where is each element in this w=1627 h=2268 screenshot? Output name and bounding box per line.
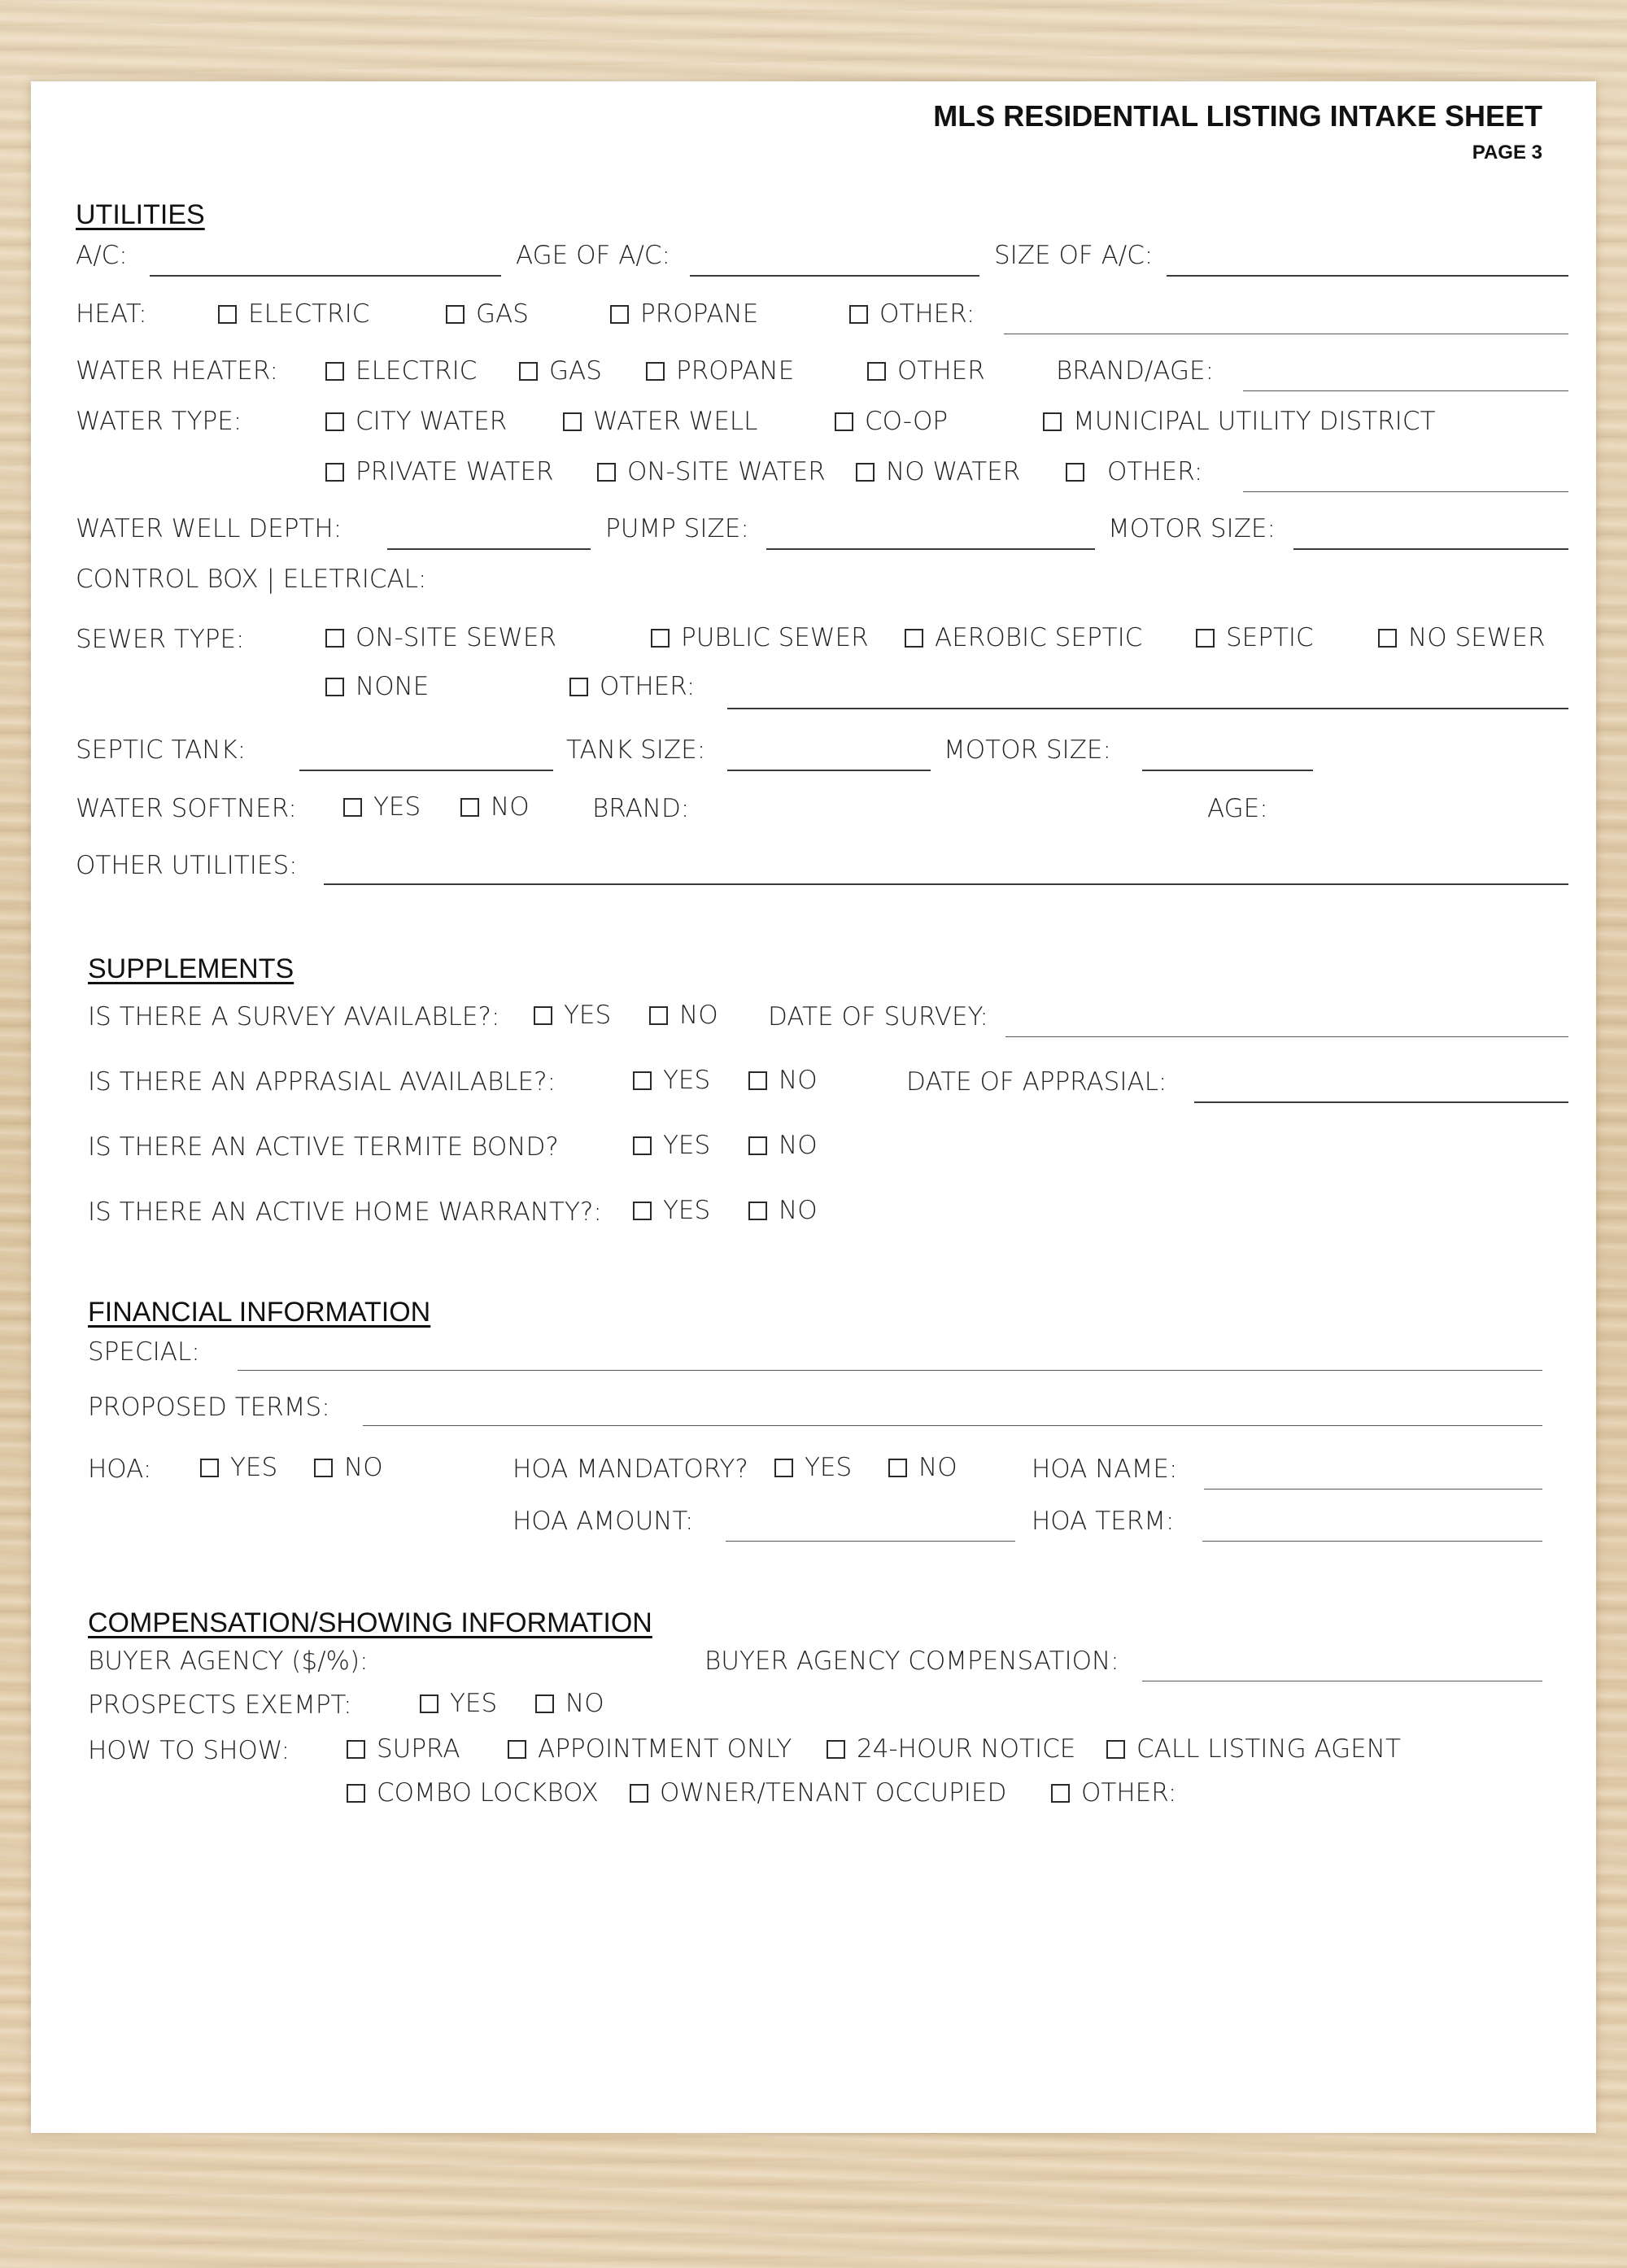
checkbox[interactable] — [1043, 412, 1062, 431]
appraisal-date-label: DATE OF APPRASIAL: — [906, 1067, 1167, 1097]
tank-size-field[interactable] — [727, 770, 931, 771]
pump-size-field[interactable] — [766, 548, 1095, 550]
softener-age-label: AGE: — [1207, 794, 1268, 823]
buyer-compensation-label: BUYER AGENCY COMPENSATION: — [704, 1646, 1119, 1676]
heat-option-gas[interactable]: GAS — [446, 298, 529, 330]
sewer-other-field[interactable] — [727, 708, 1568, 709]
water-type-option-on-site-water[interactable]: ON-SITE WATER — [597, 456, 826, 488]
checkbox[interactable] — [905, 629, 923, 648]
checkbox[interactable] — [325, 678, 344, 696]
sewer-option-on-site-sewer[interactable]: ON-SITE SEWER — [325, 622, 556, 654]
checkbox[interactable] — [534, 1006, 552, 1025]
checkbox[interactable] — [1196, 629, 1215, 648]
buyer-agency-label: BUYER AGENCY ($/%): — [88, 1646, 369, 1676]
checkbox[interactable] — [633, 1202, 652, 1220]
checkbox[interactable] — [646, 362, 665, 381]
softener-yes[interactable]: YES — [343, 791, 421, 823]
checkbox[interactable] — [748, 1071, 767, 1090]
sewer-option-no-sewer[interactable]: NO SEWER — [1378, 622, 1546, 654]
checkbox[interactable] — [519, 362, 538, 381]
motor-size-label: MOTOR SIZE: — [1108, 514, 1276, 543]
brand-age-label: BRAND/AGE: — [1056, 356, 1215, 386]
warranty-question: IS THERE AN ACTIVE HOME WARRANTY?: — [88, 1197, 602, 1227]
special-label: SPECIAL: — [88, 1337, 200, 1367]
show-option-owner-tenant-occupied[interactable]: OWNER/TENANT OCCUPIED — [630, 1777, 1006, 1809]
warranty-no[interactable]: NO — [748, 1194, 818, 1227]
form-sheet — [31, 81, 1596, 2133]
septic-motor-size-field[interactable] — [1142, 770, 1313, 771]
supplements-heading: SUPPLEMENTS — [88, 953, 294, 984]
checkbox[interactable] — [748, 1136, 767, 1155]
how-to-show-label: HOW TO SHOW: — [88, 1736, 290, 1765]
hoa-term-field[interactable] — [1202, 1541, 1542, 1542]
form-title: MLS RESIDENTIAL LISTING INTAKE SHEET — [933, 99, 1542, 133]
brand-age-field[interactable] — [1243, 390, 1568, 391]
pump-size-label: PUMP SIZE: — [605, 514, 749, 543]
hoa-label: HOA: — [88, 1455, 152, 1484]
sewer-option-aerobic-septic[interactable]: AEROBIC SEPTIC — [905, 622, 1142, 654]
hoa-no[interactable]: NO — [314, 1451, 383, 1484]
survey-yes[interactable]: YES — [534, 999, 611, 1032]
checkbox[interactable] — [446, 305, 465, 324]
termite-question: IS THERE AN ACTIVE TERMITE BOND? — [88, 1132, 559, 1162]
ac-label: A/C: — [76, 241, 128, 270]
water-type-option-city-water[interactable]: CITY WATER — [325, 405, 507, 438]
show-option-appointment-only[interactable]: APPOINTMENT ONLY — [508, 1733, 792, 1765]
water-type-option-mud[interactable]: MUNICIPAL UTILITY DISTRICT — [1043, 405, 1435, 438]
septic-motor-size-label: MOTOR SIZE: — [944, 735, 1111, 765]
heat-option-other[interactable]: OTHER: — [849, 298, 975, 330]
proposed-terms-label: PROPOSED TERMS: — [88, 1393, 330, 1422]
checkbox[interactable] — [218, 305, 237, 324]
sewer-type-label: SEWER TYPE: — [76, 625, 245, 654]
checkbox[interactable] — [651, 629, 670, 648]
hoa-term-label: HOA TERM: — [1032, 1507, 1175, 1536]
checkbox[interactable] — [649, 1006, 668, 1025]
hoa-amount-field[interactable] — [726, 1541, 1015, 1542]
heat-label: HEAT: — [76, 299, 147, 329]
checkbox[interactable] — [343, 798, 362, 817]
sewer-option-other[interactable]: OTHER: — [569, 670, 695, 703]
checkbox[interactable] — [563, 412, 582, 431]
survey-no[interactable]: NO — [649, 999, 718, 1032]
softener-brand-label: BRAND: — [592, 794, 690, 823]
appraisal-question: IS THERE AN APPRASIAL AVAILABLE?: — [88, 1067, 556, 1097]
heat-option-electric[interactable]: ELECTRIC — [218, 298, 369, 330]
utilities-heading: UTILITIES — [76, 199, 205, 230]
water-type-option-no-water[interactable]: NO WATER — [856, 456, 1020, 488]
size-ac-field[interactable] — [1167, 275, 1568, 277]
water-type-option-other[interactable]: OTHER: — [1066, 456, 1202, 488]
checkbox[interactable] — [849, 305, 868, 324]
checkbox[interactable] — [1066, 463, 1084, 482]
water-heater-option-other[interactable]: OTHER — [867, 355, 985, 387]
checkbox[interactable] — [200, 1459, 219, 1477]
hoa-yes[interactable]: YES — [200, 1451, 277, 1484]
checkbox[interactable] — [325, 629, 344, 648]
checkbox[interactable] — [569, 678, 588, 696]
checkbox[interactable] — [748, 1202, 767, 1220]
checkbox[interactable] — [610, 305, 629, 324]
well-depth-field[interactable] — [387, 548, 591, 550]
softener-no[interactable]: NO — [460, 791, 530, 823]
checkbox[interactable] — [1378, 629, 1397, 648]
hoa-mandatory-label: HOA MANDATORY? — [513, 1455, 748, 1484]
special-field[interactable] — [238, 1370, 1542, 1371]
survey-date-label: DATE OF SURVEY: — [768, 1002, 988, 1032]
appraisal-date-field[interactable] — [1194, 1101, 1568, 1103]
other-utilities-field[interactable] — [324, 883, 1568, 885]
show-option-call-listing-agent[interactable]: CALL LISTING AGENT — [1106, 1733, 1401, 1765]
water-type-label: WATER TYPE: — [76, 407, 242, 436]
appraisal-no[interactable]: NO — [748, 1064, 818, 1097]
size-ac-label: SIZE OF A/C: — [994, 241, 1154, 270]
sewer-option-none[interactable]: NONE — [325, 670, 429, 703]
water-type-option-private-water[interactable]: PRIVATE WATER — [325, 456, 554, 488]
sewer-option-public-sewer[interactable]: PUBLIC SEWER — [651, 622, 869, 654]
checkbox[interactable] — [774, 1459, 793, 1477]
warranty-yes[interactable]: YES — [633, 1194, 710, 1227]
page-number: PAGE 3 — [1472, 142, 1542, 164]
checkbox[interactable] — [1106, 1740, 1125, 1759]
ac-field[interactable] — [150, 275, 501, 277]
checkbox[interactable] — [347, 1740, 365, 1759]
water-heater-option-gas[interactable]: GAS — [519, 355, 602, 387]
survey-date-field[interactable] — [1005, 1036, 1568, 1037]
checkbox[interactable] — [347, 1784, 365, 1803]
checkbox[interactable] — [827, 1740, 845, 1759]
age-ac-label: AGE OF A/C: — [516, 241, 670, 270]
exempt-no[interactable]: NO — [535, 1687, 604, 1720]
checkbox[interactable] — [835, 412, 853, 431]
termite-yes[interactable]: YES — [633, 1129, 710, 1162]
water-heater-option-propane[interactable]: PROPANE — [646, 355, 794, 387]
survey-question: IS THERE A SURVEY AVAILABLE?: — [88, 1002, 500, 1032]
checkbox[interactable] — [420, 1694, 438, 1713]
show-option-24-hour-notice[interactable]: 24-HOUR NOTICE — [827, 1733, 1075, 1765]
termite-no[interactable]: NO — [748, 1129, 818, 1162]
exempt-yes[interactable]: YES — [420, 1687, 497, 1720]
hoa-mandatory-no[interactable]: NO — [888, 1451, 957, 1484]
financial-heading: FINANCIAL INFORMATION — [88, 1297, 431, 1328]
hoa-mandatory-yes[interactable]: YES — [774, 1451, 852, 1484]
show-option-combo-lockbox[interactable]: COMBO LOCKBOX — [347, 1777, 599, 1809]
other-utilities-label: OTHER UTILITIES: — [76, 851, 298, 880]
checkbox[interactable] — [535, 1694, 554, 1713]
checkbox[interactable] — [867, 362, 886, 381]
checkbox[interactable] — [325, 463, 344, 482]
show-option-supra[interactable]: SUPRA — [347, 1733, 460, 1765]
checkbox[interactable] — [1051, 1784, 1070, 1803]
motor-size-field[interactable] — [1293, 548, 1568, 550]
checkbox[interactable] — [325, 362, 344, 381]
checkbox[interactable] — [633, 1136, 652, 1155]
water-type-option-water-well[interactable]: WATER WELL — [563, 405, 757, 438]
checkbox[interactable] — [314, 1459, 333, 1477]
hoa-amount-label: HOA AMOUNT: — [513, 1507, 694, 1536]
control-box-label: CONTROL BOX | ELETRICAL: — [76, 565, 427, 594]
checkbox[interactable] — [630, 1784, 648, 1803]
checkbox[interactable] — [856, 463, 875, 482]
water-type-option-co-op[interactable]: CO-OP — [835, 405, 948, 438]
checkbox[interactable] — [325, 412, 344, 431]
sewer-option-septic[interactable]: SEPTIC — [1196, 622, 1314, 654]
age-ac-field[interactable] — [690, 275, 979, 277]
water-heater-option-electric[interactable]: ELECTRIC — [325, 355, 477, 387]
septic-tank-label: SEPTIC TANK: — [76, 735, 246, 765]
checkbox[interactable] — [633, 1071, 652, 1090]
water-heater-label: WATER HEATER: — [76, 356, 278, 386]
water-softener-label: WATER SOFTNER: — [76, 794, 297, 823]
checkbox[interactable] — [508, 1740, 526, 1759]
checkbox[interactable] — [460, 798, 479, 817]
septic-tank-field[interactable] — [299, 770, 553, 771]
checkbox[interactable] — [597, 463, 616, 482]
appraisal-yes[interactable]: YES — [633, 1064, 710, 1097]
checkbox[interactable] — [888, 1459, 907, 1477]
proposed-terms-field[interactable] — [363, 1425, 1542, 1426]
heat-option-propane[interactable]: PROPANE — [610, 298, 758, 330]
well-depth-label: WATER WELL DEPTH: — [76, 514, 342, 543]
prospects-exempt-label: PROSPECTS EXEMPT: — [88, 1690, 352, 1720]
hoa-name-label: HOA NAME: — [1032, 1455, 1178, 1484]
water-type-other-field[interactable] — [1243, 491, 1568, 492]
tank-size-label: TANK SIZE: — [566, 735, 706, 765]
show-option-other[interactable]: OTHER: — [1051, 1777, 1176, 1809]
compensation-heading: COMPENSATION/SHOWING INFORMATION — [88, 1607, 652, 1638]
